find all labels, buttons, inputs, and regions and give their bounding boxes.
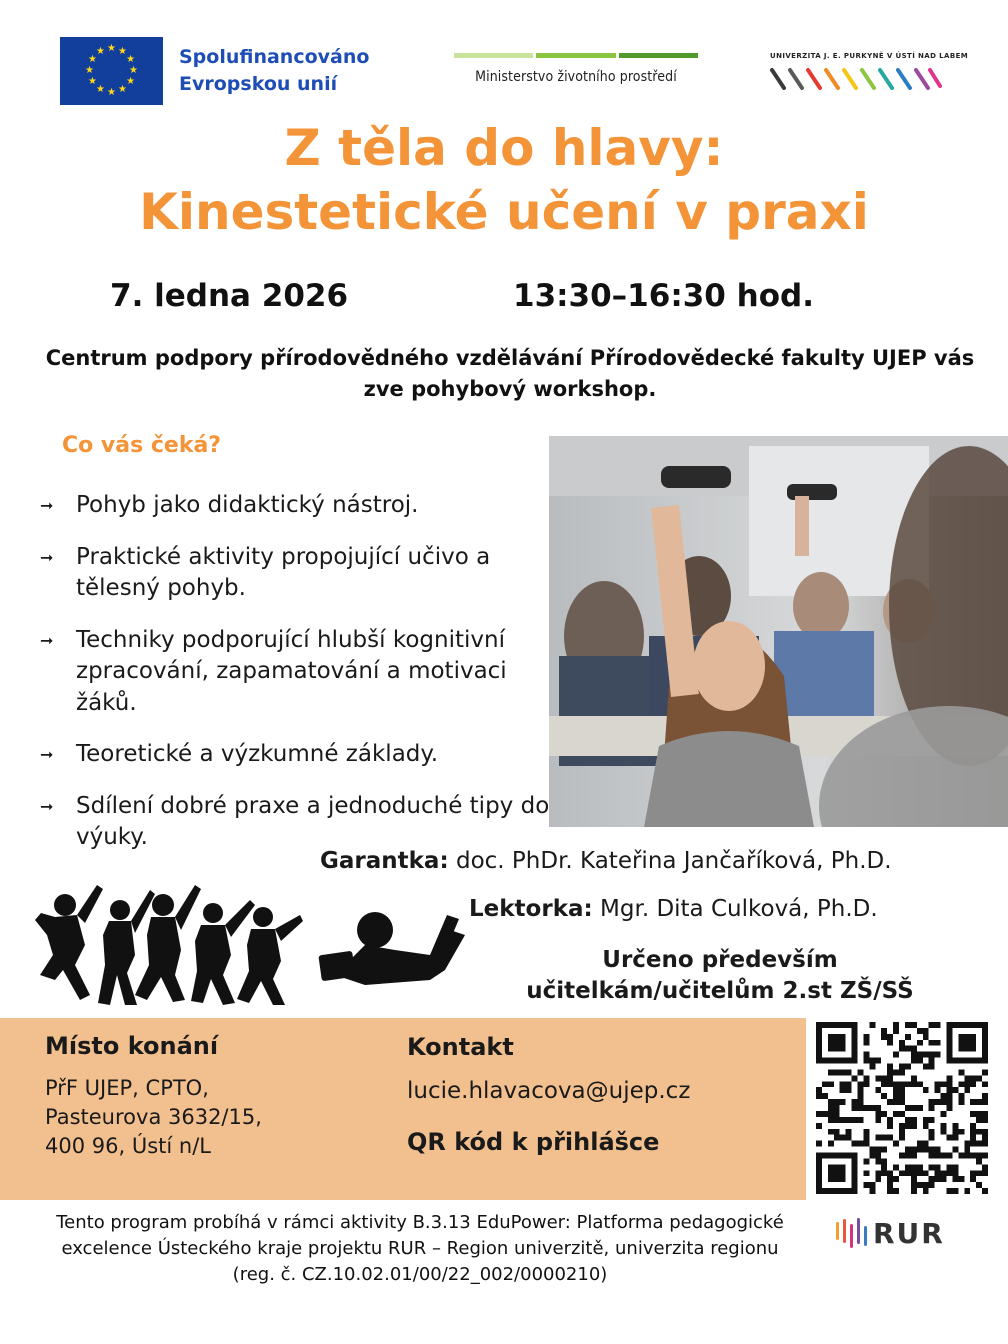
arrow-bullet-icon: ➞: [40, 796, 54, 816]
ministry-bar-2: [536, 53, 615, 58]
eu-star-icon: ★: [96, 45, 105, 57]
eu-star-icon: ★: [118, 45, 127, 57]
eu-cofinancing-text: [179, 44, 369, 98]
program-list: [40, 490, 550, 874]
lecturer-label: Lektorka:: [469, 896, 593, 922]
lecturer-name: Mgr. Dita Culková, Ph.D.: [600, 896, 878, 922]
event-date: 7. ledna 2026: [110, 278, 349, 314]
list-item-text: Teoretické a výzkumné základy.: [76, 741, 439, 767]
eu-cofinancing-logo: [60, 37, 369, 105]
target-audience: [470, 945, 970, 1007]
eu-text-line1: Spolufinancováno: [179, 46, 370, 68]
venue-address: [45, 1074, 262, 1161]
eu-star-icon: ★: [87, 76, 97, 87]
rur-logo: [835, 1216, 945, 1250]
list-item-text: Sdílení dobré praxe a jednoduché tipy do výuky.: [76, 792, 550, 850]
eu-star-icon: ★: [107, 87, 116, 98]
eu-flag-icon: [60, 37, 163, 105]
eu-star-icon: ★: [87, 54, 97, 65]
qr-label: QR kód k přihlášce: [407, 1128, 660, 1156]
audience-line1: Určeno především: [602, 947, 838, 973]
venue-line3: 400 96, Ústí n/L: [45, 1134, 211, 1158]
list-item: [40, 490, 550, 522]
list-item-text: Techniky podporující hlubší kognitivní zpracování, zapamatování a motivaci žáků.: [76, 626, 507, 716]
list-item: [40, 625, 550, 720]
arrow-bullet-icon: ➞: [40, 547, 54, 567]
registration-qr-code[interactable]: [816, 1022, 988, 1194]
ministry-bar-1: [454, 53, 533, 58]
eu-star-icon: ★: [96, 84, 105, 96]
program-heading: Co vás čeká?: [62, 433, 222, 458]
ministry-logo: [454, 53, 698, 85]
ministry-bar-3: [619, 53, 698, 58]
event-time: 13:30–16:30 hod.: [513, 278, 814, 314]
eu-star-icon: ★: [118, 84, 127, 96]
contact-email-link[interactable]: lucie.hlavacova@ujep.cz: [407, 1078, 691, 1104]
guarantor: [320, 848, 892, 874]
arrow-bullet-icon: ➞: [40, 630, 54, 650]
classroom-photo: [549, 436, 1008, 827]
list-item: [40, 542, 550, 605]
title-line1: Z těla do hlavy:: [284, 119, 724, 177]
contact-heading: Kontakt: [407, 1033, 514, 1061]
venue-line1: PřF UJEP, CPTO,: [45, 1076, 209, 1100]
list-item: [40, 791, 550, 854]
venue-heading: Místo konání: [45, 1032, 219, 1060]
arrow-bullet-icon: ➞: [40, 745, 54, 764]
list-item: [40, 739, 550, 771]
university-name: UNIVERZITA J. E. PURKYNĚ V ÚSTÍ NAD LABEM: [770, 52, 969, 60]
poster-title: [0, 116, 1008, 244]
rur-text: RUR: [873, 1216, 945, 1250]
eu-text-line2: Evropskou unií: [179, 73, 338, 95]
title-line2: Kinestetické učení v praxi: [139, 183, 869, 241]
list-item-text: Pohyb jako didaktický nástroj.: [76, 492, 419, 518]
eu-star-icon: ★: [126, 76, 136, 87]
list-item-text: Praktické aktivity propojující učivo a tělesný pohyb.: [76, 543, 491, 601]
university-logo: [770, 52, 969, 98]
arrow-bullet-icon: ➞: [40, 496, 54, 515]
eu-star-icon: ★: [107, 43, 116, 54]
university-stripes-icon: [770, 66, 942, 94]
event-intro: Centrum podpory přírodovědného vzdělávání Přírodovědecké fakulty UJEP vás zve pohybový workshop.: [45, 346, 975, 401]
eu-star-icon: ★: [129, 65, 138, 76]
footer-note: Tento program probíhá v rámci aktivity B.3.13 EduPower: Platforma pedagogické excelence Ústeckého kraje projektu RUR – Region univerzitě, univerzita regionu (reg. č. CZ.10.02.01/00/22_002/0000210): [56, 1212, 784, 1285]
ministry-color-bars: [454, 53, 698, 58]
venue-line2: Pasteurova 3632/15,: [45, 1105, 262, 1129]
jumping-people-silhouette-icon: [35, 875, 465, 1010]
eu-star-icon: ★: [126, 54, 136, 65]
guarantor-name: doc. PhDr. Kateřina Jančaříková, Ph.D.: [455, 848, 892, 874]
rur-bars-icon: [835, 1216, 867, 1250]
lecturer: [469, 896, 878, 922]
ministry-name: Ministerstvo životního prostředí: [475, 69, 677, 85]
guarantor-label: Garantka:: [320, 848, 449, 874]
audience-line2: učitelkám/učitelům 2.st ZŠ/SŠ: [526, 978, 914, 1004]
eu-star-icon: ★: [85, 65, 94, 76]
